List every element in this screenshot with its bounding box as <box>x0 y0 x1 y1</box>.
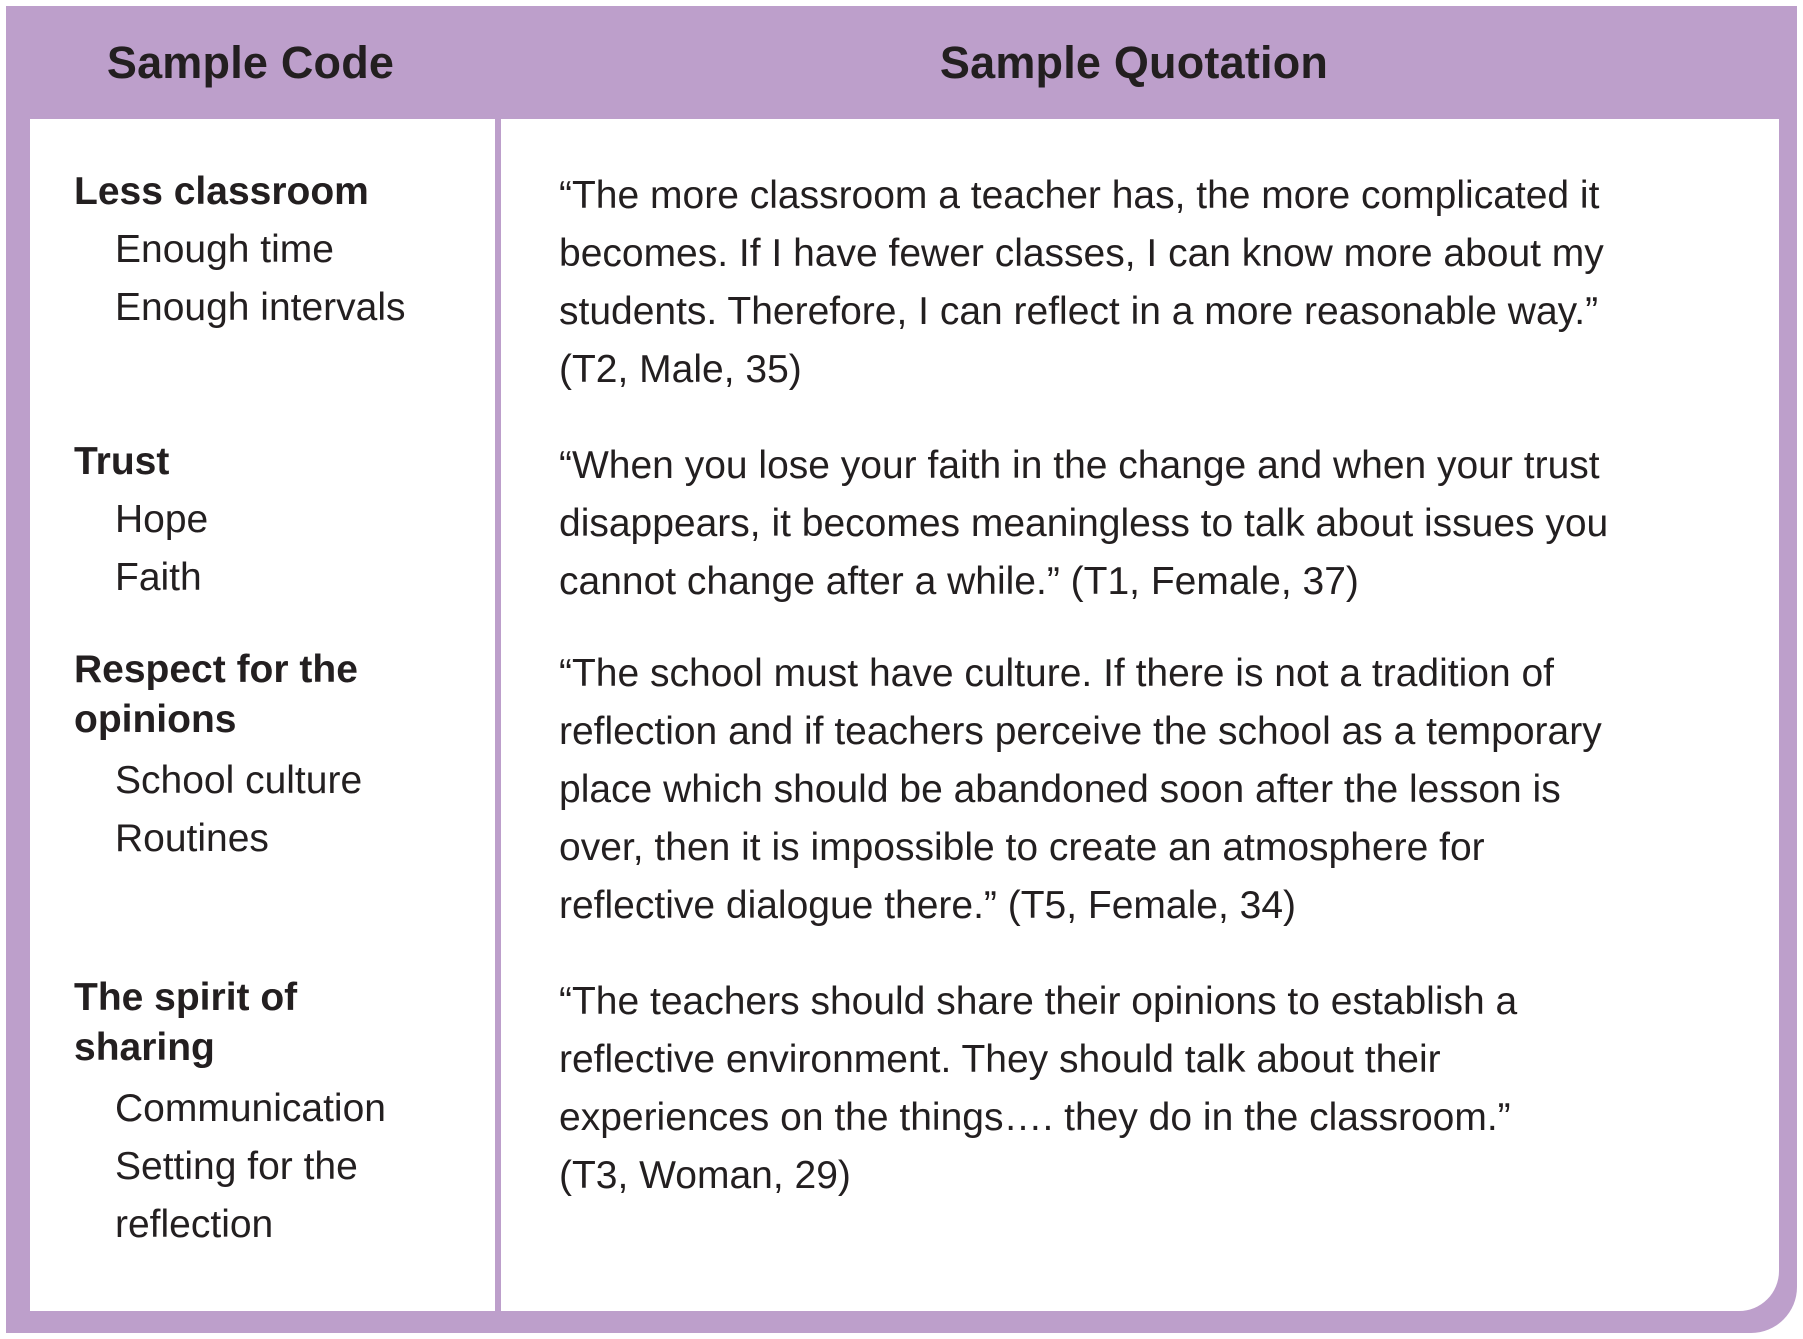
code-cell <box>74 167 484 337</box>
column-divider <box>495 119 501 1311</box>
subcode: School culture <box>115 759 363 802</box>
code-title: Respect for the opinions <box>74 648 358 741</box>
column-header-sample-quotation: Sample Quotation <box>939 37 1329 88</box>
table-body <box>30 119 1779 1311</box>
subcode: Setting for the reflection <box>115 1145 358 1246</box>
subcode: Hope <box>115 498 209 541</box>
code-cell <box>74 645 484 868</box>
quote-text: “When you lose your faith in the change and when your trust disappears, it becomes meaningless to talk about issues you cannot change after a while.” (T1, Female, 37) <box>559 444 1609 603</box>
subcode: Faith <box>115 556 202 599</box>
quote-cell <box>559 973 1729 1205</box>
column-header-sample-code: Sample Code <box>106 37 395 88</box>
table-frame <box>6 6 1797 1333</box>
quote-cell <box>559 437 1729 611</box>
code-cell <box>74 973 484 1254</box>
subcode: Enough time <box>115 228 334 271</box>
code-cell <box>74 437 484 607</box>
subcode: Enough intervals <box>115 286 406 329</box>
quote-cell <box>559 167 1729 399</box>
quote-text: “The more classroom a teacher has, the more complicated it becomes. If I have fewer classes, I can know more about my students. Therefore, I can reflect in a more reasonable way.” (T2, Male, 35) <box>559 174 1604 391</box>
code-title: Less classroom <box>74 170 369 213</box>
quote-cell <box>559 645 1729 935</box>
code-title: Trust <box>74 440 170 483</box>
subcode: Communication <box>115 1087 386 1130</box>
quote-text: “The teachers should share their opinions to establish a reflective environment. They should talk about their experiences on the things…. they do in the classroom.” (T3, Woman, 29) <box>559 980 1518 1197</box>
table-header <box>6 6 1797 119</box>
subcode: Routines <box>115 817 269 860</box>
quote-text: “The school must have culture. If there is not a tradition of reflection and if teachers perceive the school as a temporary place which should be abandoned soon after the lesson is over, then it is impossible to create an atmosphere for reflective dialogue there.” (T5, Female, 34) <box>559 652 1602 927</box>
code-title: The spirit of sharing <box>74 976 298 1069</box>
